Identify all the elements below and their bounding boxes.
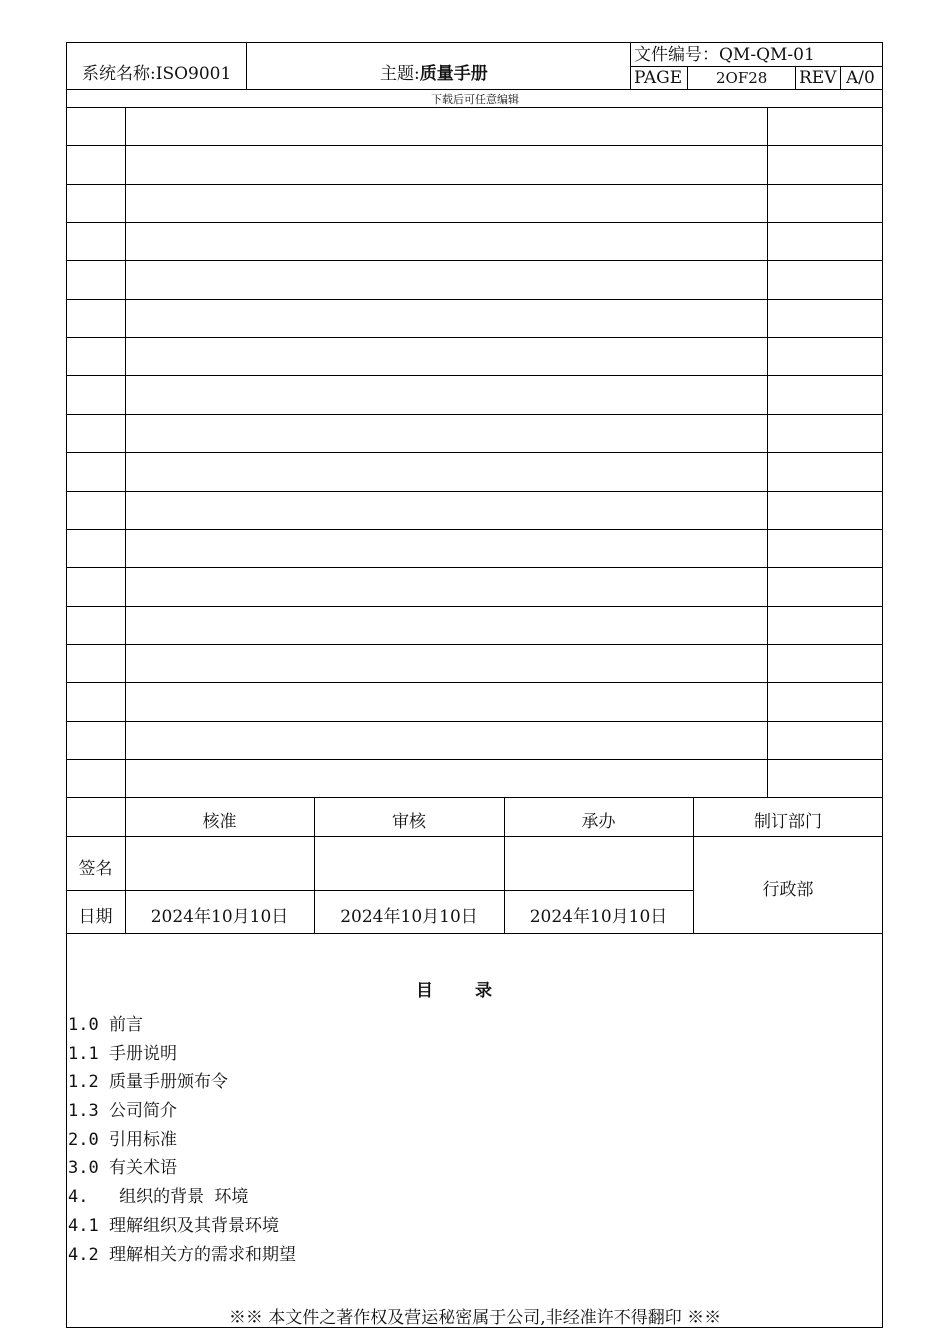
revision-row [67, 107, 883, 145]
handle-date: 2024年10月10日 [529, 907, 668, 927]
revision-row [67, 222, 883, 260]
sign-hline-2 [66, 890, 693, 891]
revision-column-divider-2 [767, 107, 768, 797]
revision-row [67, 644, 883, 682]
revision-row [67, 606, 883, 644]
subject-title: 质量手册 [419, 64, 488, 84]
header-review: 审核 [392, 812, 426, 832]
toc-item: 1.0 前言 [68, 1015, 143, 1035]
edit-note: 下载后可任意编辑 [431, 93, 519, 106]
header-approve: 核准 [202, 812, 237, 832]
system-name: 系统名称:ISO9001 [82, 64, 232, 84]
header-handle: 承办 [581, 812, 616, 832]
toc-item: 4.2 理解相关方的需求和期望 [68, 1244, 296, 1265]
table-of-contents [68, 1015, 296, 1273]
copyright-footer: ※※ 本文件之著作权及营运秘密属于公司,非经准许不得翻印 ※※ [228, 1308, 722, 1328]
revision-column-divider-1 [125, 107, 126, 797]
rev-label: REV [799, 68, 837, 88]
toc-item: 1.2 质量手册颁布令 [68, 1072, 228, 1093]
header-department: 制订部门 [754, 812, 822, 832]
rev-label-cell [795, 66, 841, 90]
document-header [66, 42, 883, 90]
review-date: 2024年10月10日 [340, 907, 478, 927]
toc-item: 3.0 有关术语 [68, 1158, 177, 1179]
revision-row [67, 260, 883, 298]
subject-prefix: 主题: [380, 64, 420, 84]
toc-item: 2.0 引用标准 [68, 1129, 177, 1150]
page-label: PAGE [634, 68, 683, 88]
revision-row [67, 721, 883, 759]
revision-row [67, 567, 883, 605]
revision-row [67, 145, 883, 183]
revision-row [67, 491, 883, 529]
department-value: 行政部 [762, 880, 814, 900]
page-value-cell [687, 66, 796, 90]
sign-label: 签名 [78, 859, 113, 879]
revision-row [67, 414, 883, 452]
revision-grid [67, 107, 883, 797]
system-name-cell [66, 42, 247, 90]
toc-item: 1.3 公司简介 [68, 1101, 177, 1122]
revision-row [67, 682, 883, 720]
subject-cell [246, 42, 631, 90]
subject [380, 66, 488, 83]
rev-value-cell [840, 66, 883, 90]
toc-title: 目录 [416, 981, 534, 1001]
approve-date: 2024年10月10日 [150, 907, 289, 927]
doc-number: 文件编号：QM-QM-01 [634, 45, 815, 65]
revision-row [67, 759, 883, 797]
revision-row [67, 337, 883, 375]
page-value: 2OF28 [716, 69, 768, 87]
page-label-cell [630, 66, 688, 90]
date-label: 日期 [78, 907, 113, 927]
toc-item: 4. 组织的背景 环境 [68, 1187, 249, 1208]
revision-row [67, 452, 883, 490]
toc-item: 4.1 理解组织及其背景环境 [68, 1215, 279, 1236]
sign-hline-1 [66, 836, 883, 837]
revision-row [67, 299, 883, 337]
doc-number-cell [630, 42, 883, 67]
revision-row [67, 529, 883, 567]
revision-row [67, 184, 883, 222]
revision-row [67, 375, 883, 413]
toc-item: 1.1 手册说明 [68, 1043, 177, 1064]
rev-value: A/0 [846, 68, 875, 88]
